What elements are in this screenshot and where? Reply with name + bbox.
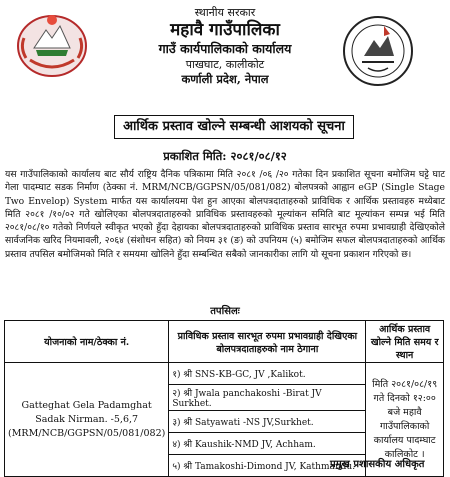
column-header-bidders: प्राविधिक प्रस्ताव सारभूत रुपमा प्रभावग्राही देखिएका बोलपत्रदाताहरुको नाम ठेगाना [169, 321, 366, 363]
nepal-emblem-icon [14, 8, 90, 80]
table-row [5, 363, 444, 385]
office-name: गाउँ कार्यपालिकाको कार्यालय [158, 41, 292, 56]
municipality-name: महावै गाउँपालिका [170, 20, 280, 40]
notice-title: आर्थिक प्रस्ताव खोल्ने सम्बन्धी आशयको सूचना [114, 115, 354, 139]
column-header-project: योजनाको नाम/ठेक्का नं. [5, 321, 169, 363]
office-address: पाखघाट, कालीकोट [185, 58, 265, 71]
bidder-cell: ३) श्री Satyawati -NS JV,Surkhet. [169, 411, 366, 433]
province-name: कर्णाली प्रदेश, नेपाल [181, 72, 269, 86]
column-header-opening-time: आर्थिक प्रस्ताव खोल्ने मिति समय र स्थान [366, 321, 444, 363]
table-header-row [5, 321, 444, 363]
bidder-cell: १) श्री SNS-KB-GC, JV ,Kalikot. [169, 363, 366, 385]
notice-body: यस गाउँपालिकाको कार्यालय बाट सौर्य राष्ट्रिय दैनिक पत्रिकामा मिति २०८१ /०६ /२० गतेका दिन प्रकाशित सूचना बमोजिम घट्टे घाट गेला पादम्घाट सडक निर्माण (ठेक्का नं. MRM/NCB/GGPSN/05/081/082) बोलपत्रको आह्वान eGP (Single Stage Two Envelop) System मार्फत यस कार्यालयमा पेश हुन आएका बोलपत्रदाताहरुको प्राविधिक र आर्थिक प्रस्तावहरु मध्येबाट मिति २०८१ /१०/०२ गते खोलिएका बोलपत्रदाताहरुको प्राविधिक प्रस्तावहरुको मूल्यांकन समिति बाट मूल्यांकन सम्पन्न भई मिति २०८१/०८/१० गतेको निर्णयले स्वीकृत भएको हुँदा देहायका बोलपत्रदाताहरुको प्राविधिक प्रस्ताव सारभूत रुपमा प्रभावग्राही देखिएकोले सार्वजनिक खरिद नियमावली, २०६४ (संशोधन सहित) को नियम ३१ (ङ) को उपनियम (५) बमोजिम सफल बोलपत्रदाताहरुको आर्थिक प्रस्ताव तपसिल बमोजिमको मिति र समयमा खोलिने हुँदा सम्बन्धित सबैको जानकारीका लागि यो सूचना प्रकाशन गरिएको छ। [5, 169, 445, 260]
bidder-cell: २) श्री Jwala panchakoshi -Birat JV Surkhet. [169, 385, 366, 411]
bidders-table [4, 320, 444, 477]
details-label: तपसिलः [210, 306, 240, 317]
signatory-title: प्रमुख प्रशासकीय अधिकृत [330, 459, 425, 470]
project-name-cell: Gatteghat Gela Padamghat Sadak Nirman. -5,6,7 (MRM/NCB/GGPSN/05/081/082) [5, 363, 169, 477]
government-level: स्थानीय सरकार [194, 6, 256, 19]
published-date: प्रकाशित मिति: २०८१/०८/१२ [163, 149, 287, 163]
letterhead [80, 6, 370, 87]
bidder-cell: ५) श्री Tamakoshi-Dimond JV, Kathmandu. [169, 455, 366, 477]
opening-time-cell: मिति २०८१/०८/१९ गते दिनको १२:०० बजे महावै गाउँपालिकाको कार्यालय पादम्घाट कालिकोट । [366, 363, 444, 477]
bidder-cell: ४) श्री Kaushik-NMD JV, Achham. [169, 433, 366, 455]
